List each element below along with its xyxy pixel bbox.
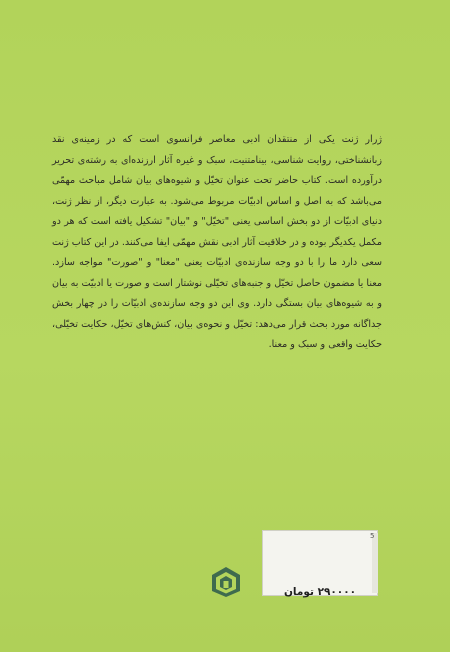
description-paragraph: ژرار ژنت یکی از منتقدان ادبی معاصر فرانسوی است که در زمینه‌ی نقد زبانشناختی، روایت شناسی، بینامتنیت، سبک و غیره آثار ارزنده‌ای به رشته‌ی تحریر درآورده است. کتاب حاضر تحت عنوان تخیّل و شیوه‌های بیان شامل مباحث مهمّی می‌باشد که به اصل و اساس ادبیّات مربوط می‌شود. به عبارت دیگر، از نظر ژنت، دنیای ادبیّات از دو بخش اساسی یعنی "تخیّل" و "بیان" تشکیل یافته است که هر دو مکمل یکدیگر بوده و در خلاقیت آثار ادبی نقش مهمّی ایفا می‌کنند. در این کتاب ژنت سعی دارد ما را با دو وجه سازنده‌ی ادبیّات یعنی "معنا" و "صورت" مواجه سازد. معنا یا مضمون حاصل تخیّل و جنبه‌های تخیّلی نوشتار است و صورت یا ادبیّت به بیان و به شیوه‌های بیان بستگی دارد. وی این دو وجه سازنده‌ی ادبیّات را در چهار بخش جداگانه مورد بحث قرار می‌دهد: تخیّل و نحوه‌ی بیان، کنش‌های تخیّل، حکایت تخیّلی، حکایت واقعی و سبک و معنا. [51, 134, 382, 350]
price-label: ۲۹۰۰۰۰ تومان [283, 586, 357, 598]
back-cover-description [52, 130, 382, 356]
sticker-torn-edge [372, 533, 378, 593]
sticker-edge-digit: 5 [370, 532, 375, 540]
publisher-logo-icon [209, 565, 243, 599]
